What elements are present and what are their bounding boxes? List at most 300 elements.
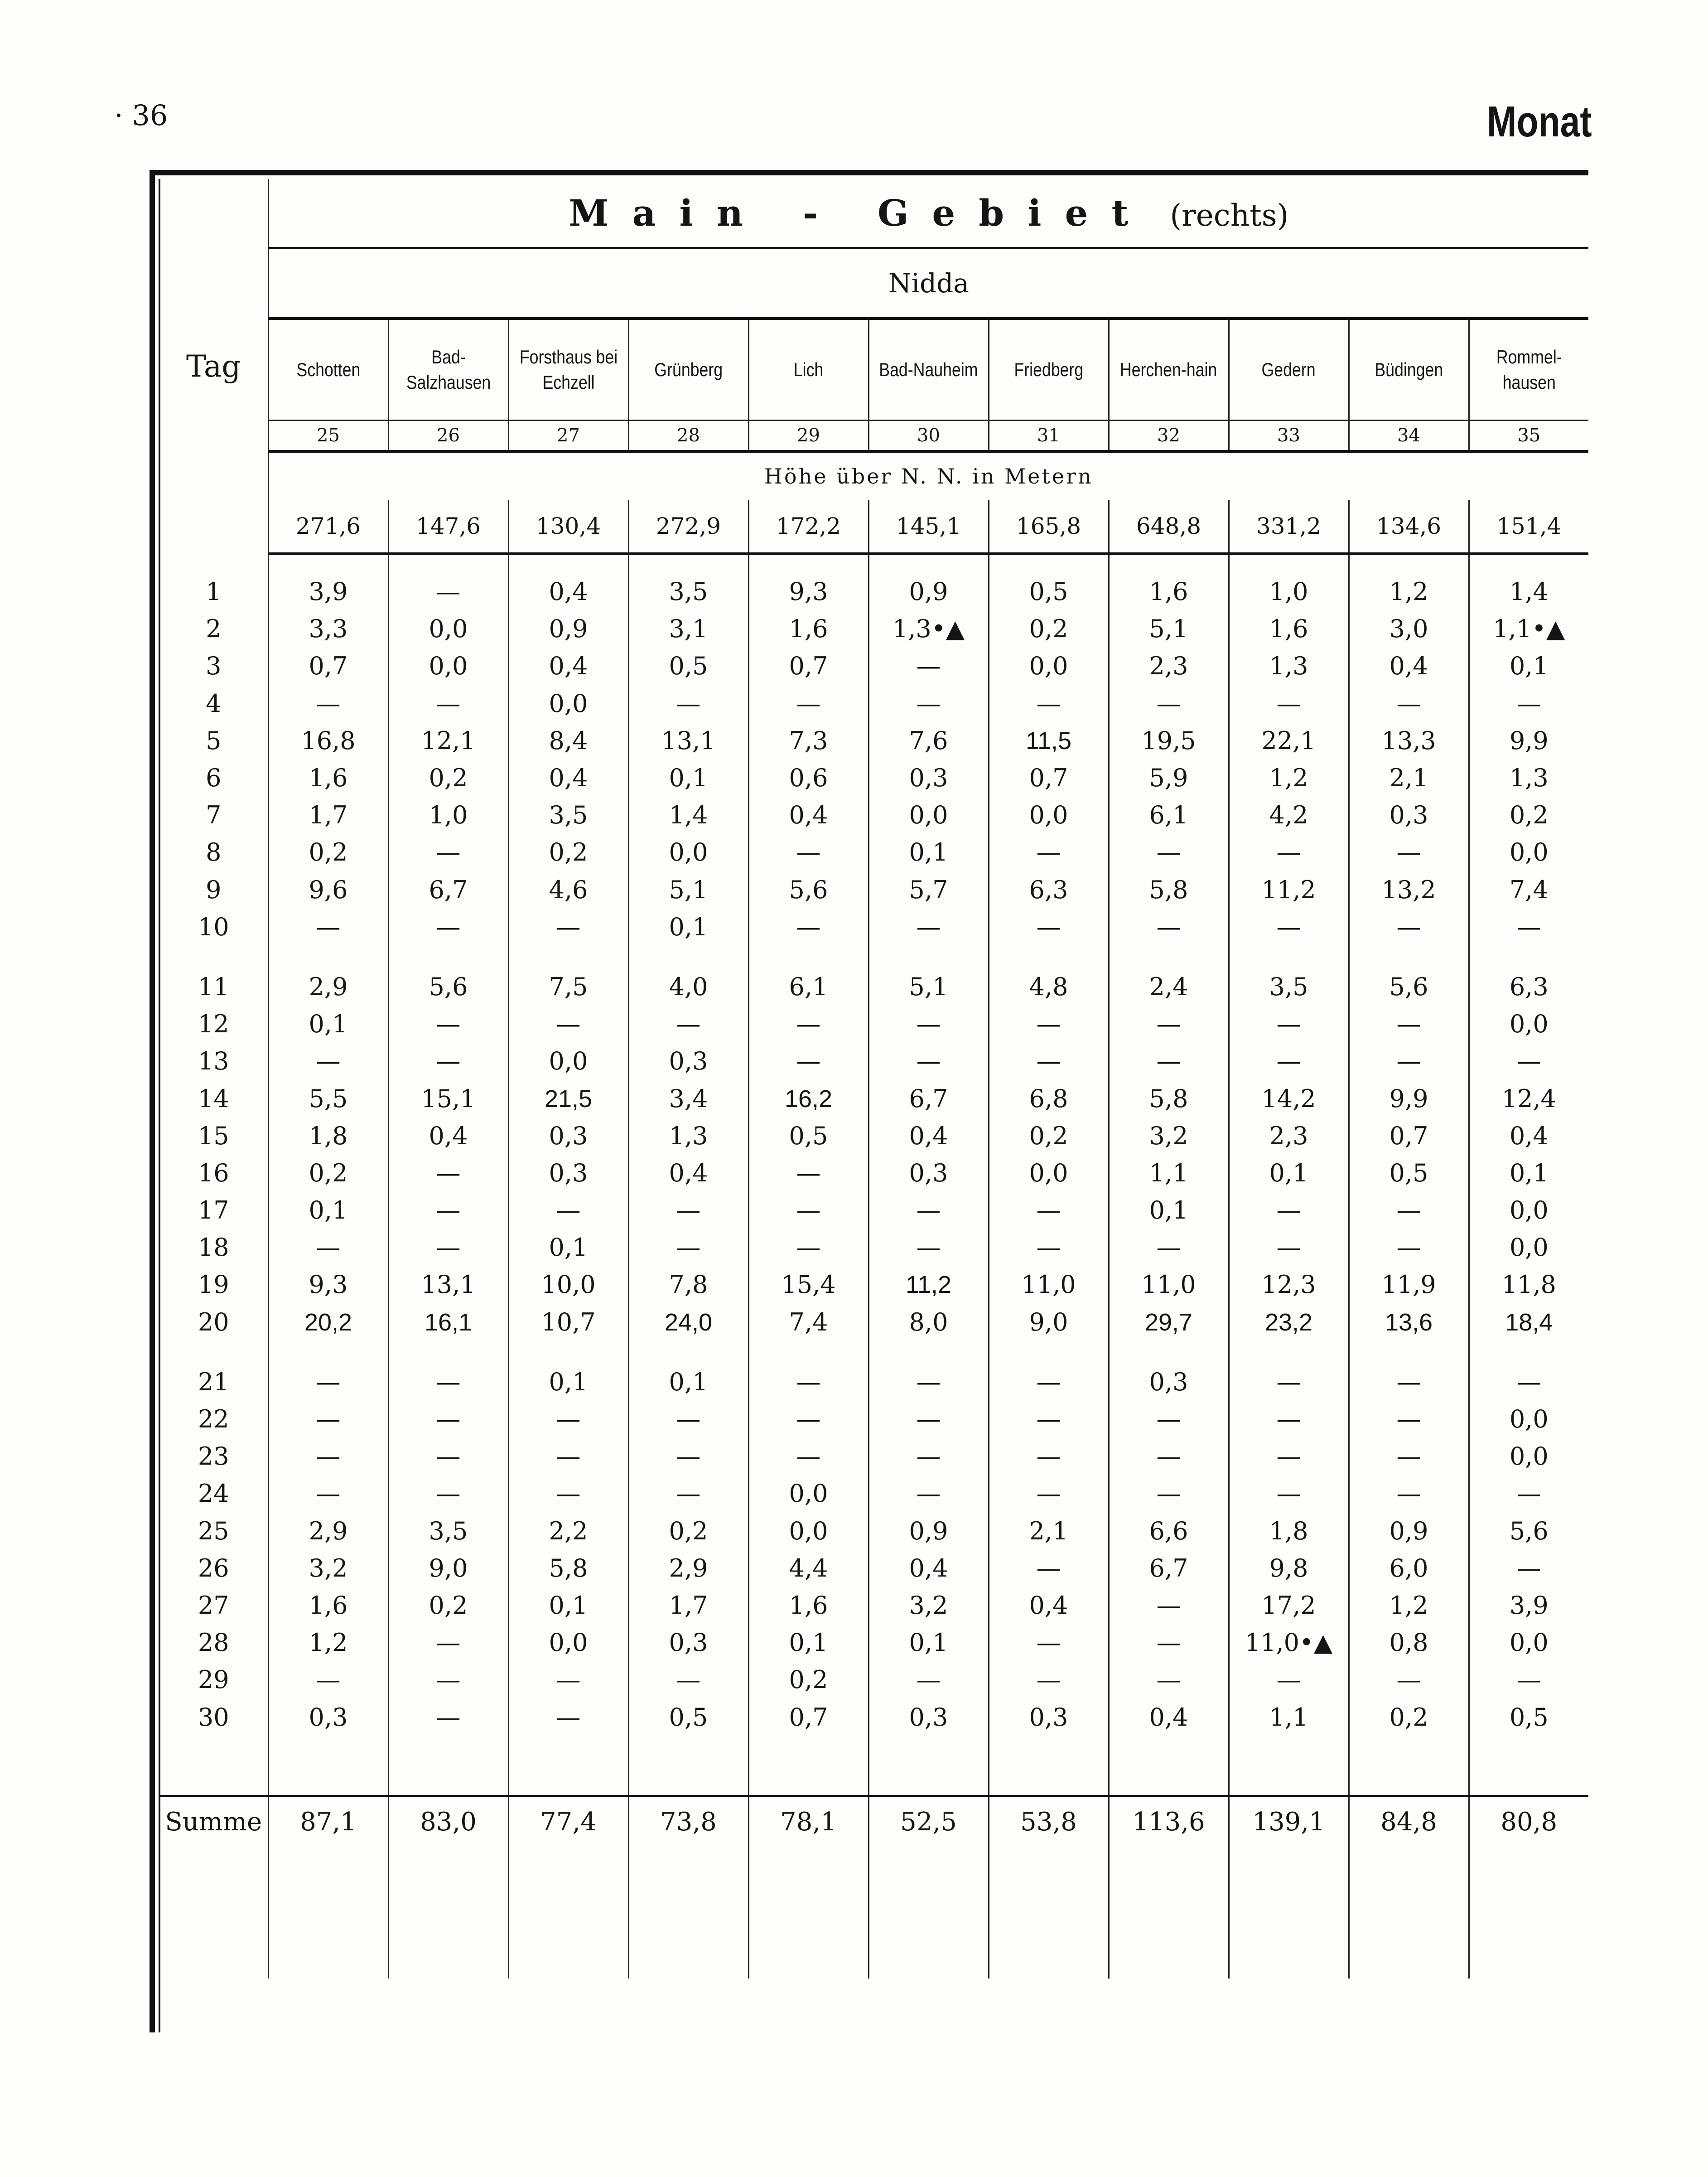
precip-cell: 0,4 (1469, 1118, 1588, 1155)
precip-cell: — (388, 1155, 508, 1192)
precip-cell: 0,4 (868, 1550, 989, 1587)
precip-cell: 6,8 (989, 1080, 1109, 1117)
day-number: 26 (198, 1553, 229, 1582)
precip-cell: 2,1 (1349, 760, 1469, 797)
precip-cell: 0,7 (748, 1698, 868, 1736)
precip-cell: — (1349, 1192, 1469, 1229)
precip-cell: — (1349, 834, 1469, 871)
precip-cell: — (1469, 1661, 1588, 1698)
precip-cell: 5,6 (1349, 968, 1469, 1006)
precip-cell: — (748, 1192, 868, 1229)
precip-cell: 22,1 (1229, 722, 1349, 760)
station-name: Lich (793, 359, 824, 380)
precip-cell: 5,1 (868, 968, 989, 1006)
precip-cell: — (1229, 1438, 1349, 1475)
day-number: 21 (198, 1367, 229, 1396)
station-header (1349, 319, 1469, 421)
precip-cell: 8,0 (868, 1304, 989, 1341)
precip-cell: 0,4 (508, 573, 628, 610)
table-row (159, 573, 1588, 610)
precip-cell: — (989, 909, 1109, 946)
day-number: 28 (198, 1628, 229, 1657)
precip-cell: — (989, 1229, 1109, 1266)
precip-cell: — (628, 1438, 748, 1475)
station-header (268, 319, 388, 421)
table-row (159, 1118, 1588, 1155)
precip-cell: — (388, 1229, 508, 1266)
precip-cell: — (628, 1006, 748, 1043)
precip-cell: — (1229, 1401, 1349, 1438)
precip-cell: 2,2 (508, 1513, 628, 1550)
header-title: Monat (1487, 97, 1592, 146)
summe-label: Summe (159, 1796, 268, 1847)
precip-cell: — (1229, 1006, 1349, 1043)
station-number: 27 (508, 421, 628, 452)
station-header (388, 319, 508, 421)
precip-cell: — (1109, 1006, 1229, 1043)
table-row (159, 909, 1588, 946)
precip-cell: 16,8 (268, 722, 388, 760)
station-header (1109, 319, 1229, 421)
precip-cell: 0,2 (268, 1155, 388, 1192)
precip-cell: 13,1 (628, 722, 748, 760)
precip-cell: 11,0 (989, 1266, 1109, 1303)
hoehe-label: Höhe über N. N. in Metern (268, 451, 1588, 500)
precip-cell: — (989, 1438, 1109, 1475)
table-row (159, 1266, 1588, 1303)
precip-cell: — (388, 573, 508, 610)
precip-cell: 0,3 (508, 1155, 628, 1192)
precip-cell: — (508, 1438, 628, 1475)
precip-cell: 0,1 (508, 1587, 628, 1624)
precip-cell: 13,3 (1349, 722, 1469, 760)
precip-cell: — (1469, 909, 1588, 946)
station-name: Bad-Nauheim (879, 359, 978, 380)
summe-cell: 78,1 (748, 1796, 868, 1847)
precip-cell: 0,0 (748, 1513, 868, 1550)
region-title-text: Main - Gebiet (569, 192, 1152, 234)
precip-cell: 1,0 (1229, 573, 1349, 610)
precip-cell: — (1349, 1043, 1469, 1080)
table-row (159, 1304, 1588, 1341)
precip-cell: 11,5 (989, 722, 1109, 760)
precip-cell: 0,2 (268, 834, 388, 871)
summe-cell: 73,8 (628, 1796, 748, 1847)
precip-cell: 1,1 (1109, 1155, 1229, 1192)
precip-cell: 21,5 (508, 1080, 628, 1117)
precip-cell: 0,3 (989, 1698, 1109, 1736)
station-name: Rommel-hausen (1496, 346, 1562, 393)
precip-cell: — (989, 1624, 1109, 1661)
precip-cell: — (868, 1438, 989, 1475)
precip-cell: 1,7 (268, 797, 388, 834)
precip-cell: — (989, 1401, 1109, 1438)
precip-cell: — (1469, 1550, 1588, 1587)
precip-cell: 1,4 (628, 797, 748, 834)
precip-cell: 0,3 (868, 1155, 989, 1192)
day-number: 3 (206, 652, 222, 681)
station-elevation: 331,2 (1229, 500, 1349, 554)
precip-cell: — (1349, 1438, 1469, 1475)
day-number: 20 (198, 1307, 229, 1336)
precip-cell: 0,0 (1469, 1401, 1588, 1438)
precip-cell: 0,0 (1469, 1006, 1588, 1043)
precip-cell: 6,0 (1349, 1550, 1469, 1587)
precip-cell: 6,7 (868, 1080, 989, 1117)
precip-cell: 0,2 (508, 834, 628, 871)
summe-cell: 87,1 (268, 1796, 388, 1847)
station-elevation: 271,6 (268, 500, 388, 554)
precip-cell: — (388, 1006, 508, 1043)
precip-cell: — (268, 1043, 388, 1080)
precip-cell: — (388, 1661, 508, 1698)
precip-cell: 0,0 (1469, 1192, 1588, 1229)
precip-cell: 5,8 (1109, 1080, 1229, 1117)
precip-cell: 0,3 (1349, 797, 1469, 834)
precip-cell: — (989, 1043, 1109, 1080)
precip-cell: 0,3 (628, 1624, 748, 1661)
precip-cell: 3,2 (1109, 1118, 1229, 1155)
station-name: Bad-Salzhausen (406, 346, 491, 393)
precip-cell: 8,4 (508, 722, 628, 760)
precip-cell: 1,2 (268, 1624, 388, 1661)
station-name: Schotten (296, 359, 360, 380)
precip-cell: — (868, 1475, 989, 1512)
precip-cell: — (268, 1229, 388, 1266)
precip-cell: 9,9 (1349, 1080, 1469, 1117)
station-elevation: 134,6 (1349, 500, 1469, 554)
table-row (159, 648, 1588, 685)
precip-cell: 0,2 (989, 610, 1109, 648)
precip-cell: — (748, 1401, 868, 1438)
precip-cell: 10,0 (508, 1266, 628, 1303)
precip-cell: 1,7 (628, 1587, 748, 1624)
precip-cell: — (628, 1192, 748, 1229)
station-header (1469, 319, 1588, 421)
precip-cell: 9,8 (1229, 1550, 1349, 1587)
station-elevation: 272,9 (628, 500, 748, 554)
precip-cell: — (388, 685, 508, 722)
precip-cell: 0,3 (628, 1043, 748, 1080)
precip-cell: 1,6 (268, 760, 388, 797)
precip-cell: — (508, 1006, 628, 1043)
precip-cell: — (868, 1661, 989, 1698)
precip-cell: — (989, 1661, 1109, 1698)
precip-cell: 0,1 (1469, 648, 1588, 685)
precip-cell: 0,4 (1109, 1698, 1229, 1736)
river-name: Nidda (268, 248, 1588, 319)
precip-cell: 7,4 (748, 1304, 868, 1341)
precip-cell: 1,4 (1469, 573, 1588, 610)
precip-cell: 2,1 (989, 1513, 1109, 1550)
precip-cell: 0,0 (628, 834, 748, 871)
precip-cell: — (1229, 1364, 1349, 1401)
precip-cell: 0,7 (1349, 1118, 1469, 1155)
summe-cell: 53,8 (989, 1796, 1109, 1847)
precip-cell: 0,3 (868, 760, 989, 797)
precip-cell: 14,2 (1229, 1080, 1349, 1117)
day-number: 4 (206, 689, 222, 718)
precip-cell: 9,0 (388, 1550, 508, 1587)
precip-cell: 1,6 (1229, 610, 1349, 648)
station-number: 26 (388, 421, 508, 452)
station-elevation: 145,1 (868, 500, 989, 554)
precip-cell: 0,9 (868, 1513, 989, 1550)
precip-cell: 7,5 (508, 968, 628, 1006)
station-elevation: 151,4 (1469, 500, 1588, 554)
precip-cell: 0,1 (628, 1364, 748, 1401)
day-number: 13 (198, 1047, 229, 1076)
precip-cell: — (1229, 1661, 1349, 1698)
precip-cell: — (1229, 685, 1349, 722)
precip-cell: — (388, 834, 508, 871)
precip-cell: 0,4 (628, 1155, 748, 1192)
precip-cell: — (748, 909, 868, 946)
precip-cell: 0,0 (1469, 1624, 1588, 1661)
precip-cell: — (388, 1401, 508, 1438)
precip-cell: 0,2 (388, 1587, 508, 1624)
station-number: 33 (1229, 421, 1349, 452)
precip-cell: 0,0 (508, 1043, 628, 1080)
precip-cell: 2,9 (628, 1550, 748, 1587)
precip-cell: 2,9 (268, 968, 388, 1006)
precip-cell: — (1349, 1229, 1469, 1266)
day-number: 11 (198, 972, 229, 1001)
station-name: Grünberg (654, 359, 723, 380)
table-row (159, 1401, 1588, 1438)
precip-cell: 1,3 (1229, 648, 1349, 685)
precip-cell: 1,2 (1229, 760, 1349, 797)
precip-cell: 12,4 (1469, 1080, 1588, 1117)
precip-cell: 1,8 (1229, 1513, 1349, 1550)
precip-cell: — (1469, 685, 1588, 722)
table-row (159, 722, 1588, 760)
precip-cell: 0,4 (989, 1587, 1109, 1624)
precip-cell: 11,8 (1469, 1266, 1588, 1303)
table-tail (159, 1847, 1588, 1979)
precip-cell: — (989, 1192, 1109, 1229)
table-row (159, 1043, 1588, 1080)
precip-cell: 0,2 (1469, 797, 1588, 834)
table-row (159, 968, 1588, 1006)
summe-cell: 139,1 (1229, 1796, 1349, 1847)
decade-gap (159, 1341, 1588, 1364)
precip-cell: 5,6 (748, 871, 868, 909)
precip-cell: 1,6 (268, 1587, 388, 1624)
table-spacer (159, 1736, 1588, 1796)
precip-cell: 0,1 (268, 1192, 388, 1229)
precip-cell: 0,3 (268, 1698, 388, 1736)
precip-cell: 18,4 (1469, 1304, 1588, 1341)
precip-cell: 5,1 (628, 871, 748, 909)
precip-cell: 0,0 (508, 685, 628, 722)
precip-cell: 3,4 (628, 1080, 748, 1117)
precip-cell: 0,0 (748, 1475, 868, 1512)
precip-cell: — (1109, 1229, 1229, 1266)
precip-cell: — (989, 1364, 1109, 1401)
precip-cell: 0,1 (508, 1229, 628, 1266)
precip-cell: 3,5 (388, 1513, 508, 1550)
precip-cell: 0,0 (388, 610, 508, 648)
table-row (159, 1513, 1588, 1550)
left-rule (150, 170, 155, 2032)
precip-cell: — (1109, 909, 1229, 946)
table-row (159, 610, 1588, 648)
precip-cell: 0,6 (748, 760, 868, 797)
table-row (159, 1624, 1588, 1661)
precip-cell: — (268, 685, 388, 722)
precip-cell: — (268, 1661, 388, 1698)
precip-cell: — (1349, 1006, 1469, 1043)
precip-cell: — (1109, 685, 1229, 722)
precip-cell: 1,6 (748, 610, 868, 648)
precip-cell: — (868, 1192, 989, 1229)
precip-cell: — (1349, 1661, 1469, 1698)
precip-cell: 0,4 (388, 1118, 508, 1155)
precip-cell: — (1349, 1364, 1469, 1401)
summe-cell: 52,5 (868, 1796, 989, 1847)
precip-cell: 4,8 (989, 968, 1109, 1006)
day-number: 1 (206, 577, 222, 606)
station-header (1229, 319, 1349, 421)
table-row (159, 1229, 1588, 1266)
day-number: 24 (198, 1479, 229, 1508)
precip-cell: 10,7 (508, 1304, 628, 1341)
precip-cell: 0,4 (508, 760, 628, 797)
precip-cell: 5,5 (268, 1080, 388, 1117)
precip-cell: 0,0 (1469, 1229, 1588, 1266)
precip-cell: — (868, 1401, 989, 1438)
table-spacer (159, 554, 1588, 573)
precip-cell: 0,1 (508, 1364, 628, 1401)
precip-cell: — (268, 909, 388, 946)
station-header (508, 319, 628, 421)
precip-cell: 20,2 (268, 1304, 388, 1341)
precip-cell: 0,0 (989, 648, 1109, 685)
precip-cell: — (989, 1006, 1109, 1043)
day-number: 2 (206, 614, 222, 643)
precip-cell: 2,3 (1229, 1118, 1349, 1155)
precip-cell: 11,2 (1229, 871, 1349, 909)
precip-cell: 1,1•▲ (1469, 610, 1588, 648)
station-elevation: 165,8 (989, 500, 1109, 554)
precip-cell: — (748, 834, 868, 871)
summe-cell: 113,6 (1109, 1796, 1229, 1847)
precip-cell: 0,1 (868, 1624, 989, 1661)
precip-cell: 15,1 (388, 1080, 508, 1117)
precip-cell: 0,1 (1109, 1192, 1229, 1229)
precip-cell: 19,5 (1109, 722, 1229, 760)
precip-cell: — (748, 1155, 868, 1192)
precip-cell: 6,6 (1109, 1513, 1229, 1550)
precip-cell: — (1349, 909, 1469, 946)
precip-cell: 0,2 (1349, 1698, 1469, 1736)
precip-cell: 3,5 (1229, 968, 1349, 1006)
station-number: 25 (268, 421, 388, 452)
day-number: 7 (206, 801, 222, 830)
region-subtitle: (rechts) (1170, 198, 1289, 233)
precip-cell: 0,7 (748, 648, 868, 685)
station-number: 34 (1349, 421, 1469, 452)
precip-cell: 4,6 (508, 871, 628, 909)
precip-cell: — (1469, 1475, 1588, 1512)
precip-cell: 6,3 (989, 871, 1109, 909)
station-number: 28 (628, 421, 748, 452)
page-number: · 36 (114, 99, 168, 132)
precip-cell: — (1229, 1475, 1349, 1512)
table-row (159, 797, 1588, 834)
precip-cell: — (1469, 1364, 1588, 1401)
precip-cell: 0,0 (989, 797, 1109, 834)
precip-cell: 0,4 (748, 797, 868, 834)
station-number: 31 (989, 421, 1109, 452)
precip-cell: — (388, 1043, 508, 1080)
precip-cell: — (748, 1229, 868, 1266)
precip-cell: — (868, 685, 989, 722)
station-number: 35 (1469, 421, 1588, 452)
summe-cell: 84,8 (1349, 1796, 1469, 1847)
precip-cell: 7,8 (628, 1266, 748, 1303)
precip-cell: 17,2 (1229, 1587, 1349, 1624)
precip-cell: — (1229, 1043, 1349, 1080)
precip-cell: — (1109, 1043, 1229, 1080)
precip-cell: 5,1 (1109, 610, 1229, 648)
precip-cell: 1,2 (1349, 573, 1469, 610)
day-number: 22 (198, 1405, 229, 1434)
day-number: 6 (206, 764, 222, 793)
precip-cell: 0,1 (748, 1624, 868, 1661)
precip-cell: — (989, 834, 1109, 871)
precip-cell: — (748, 1438, 868, 1475)
table-row (159, 1080, 1588, 1117)
station-header (748, 319, 868, 421)
precip-cell: — (989, 1550, 1109, 1587)
precip-cell: — (748, 1043, 868, 1080)
table-row (159, 1364, 1588, 1401)
day-number: 29 (198, 1665, 229, 1694)
precip-cell: 29,7 (1109, 1304, 1229, 1341)
precip-cell: 7,3 (748, 722, 868, 760)
precip-cell: — (868, 1229, 989, 1266)
precip-cell: 0,2 (388, 760, 508, 797)
day-number: 23 (198, 1442, 229, 1471)
precip-cell: 12,3 (1229, 1266, 1349, 1303)
precip-cell: 0,5 (989, 573, 1109, 610)
precip-cell: 0,1 (868, 834, 989, 871)
precip-cell: 5,9 (1109, 760, 1229, 797)
precip-cell: — (748, 1006, 868, 1043)
precip-cell: — (268, 1438, 388, 1475)
precip-cell: 9,6 (268, 871, 388, 909)
precip-cell: 0,4 (868, 1118, 989, 1155)
precip-cell: 1,3 (1469, 760, 1588, 797)
top-rule (150, 170, 1588, 175)
day-number: 27 (198, 1591, 229, 1620)
precip-cell: — (1109, 1661, 1229, 1698)
precip-cell: 0,1 (628, 760, 748, 797)
precip-cell: 1,3 (628, 1118, 748, 1155)
precip-cell: 1,8 (268, 1118, 388, 1155)
precip-cell: — (388, 1364, 508, 1401)
precip-cell: — (508, 1192, 628, 1229)
station-header (868, 319, 989, 421)
summe-cell: 83,0 (388, 1796, 508, 1847)
precip-cell: 7,6 (868, 722, 989, 760)
table-row (159, 1438, 1588, 1475)
precip-cell: 9,9 (1469, 722, 1588, 760)
precip-cell: 0,4 (1349, 648, 1469, 685)
precip-cell: 1,1 (1229, 1698, 1349, 1736)
